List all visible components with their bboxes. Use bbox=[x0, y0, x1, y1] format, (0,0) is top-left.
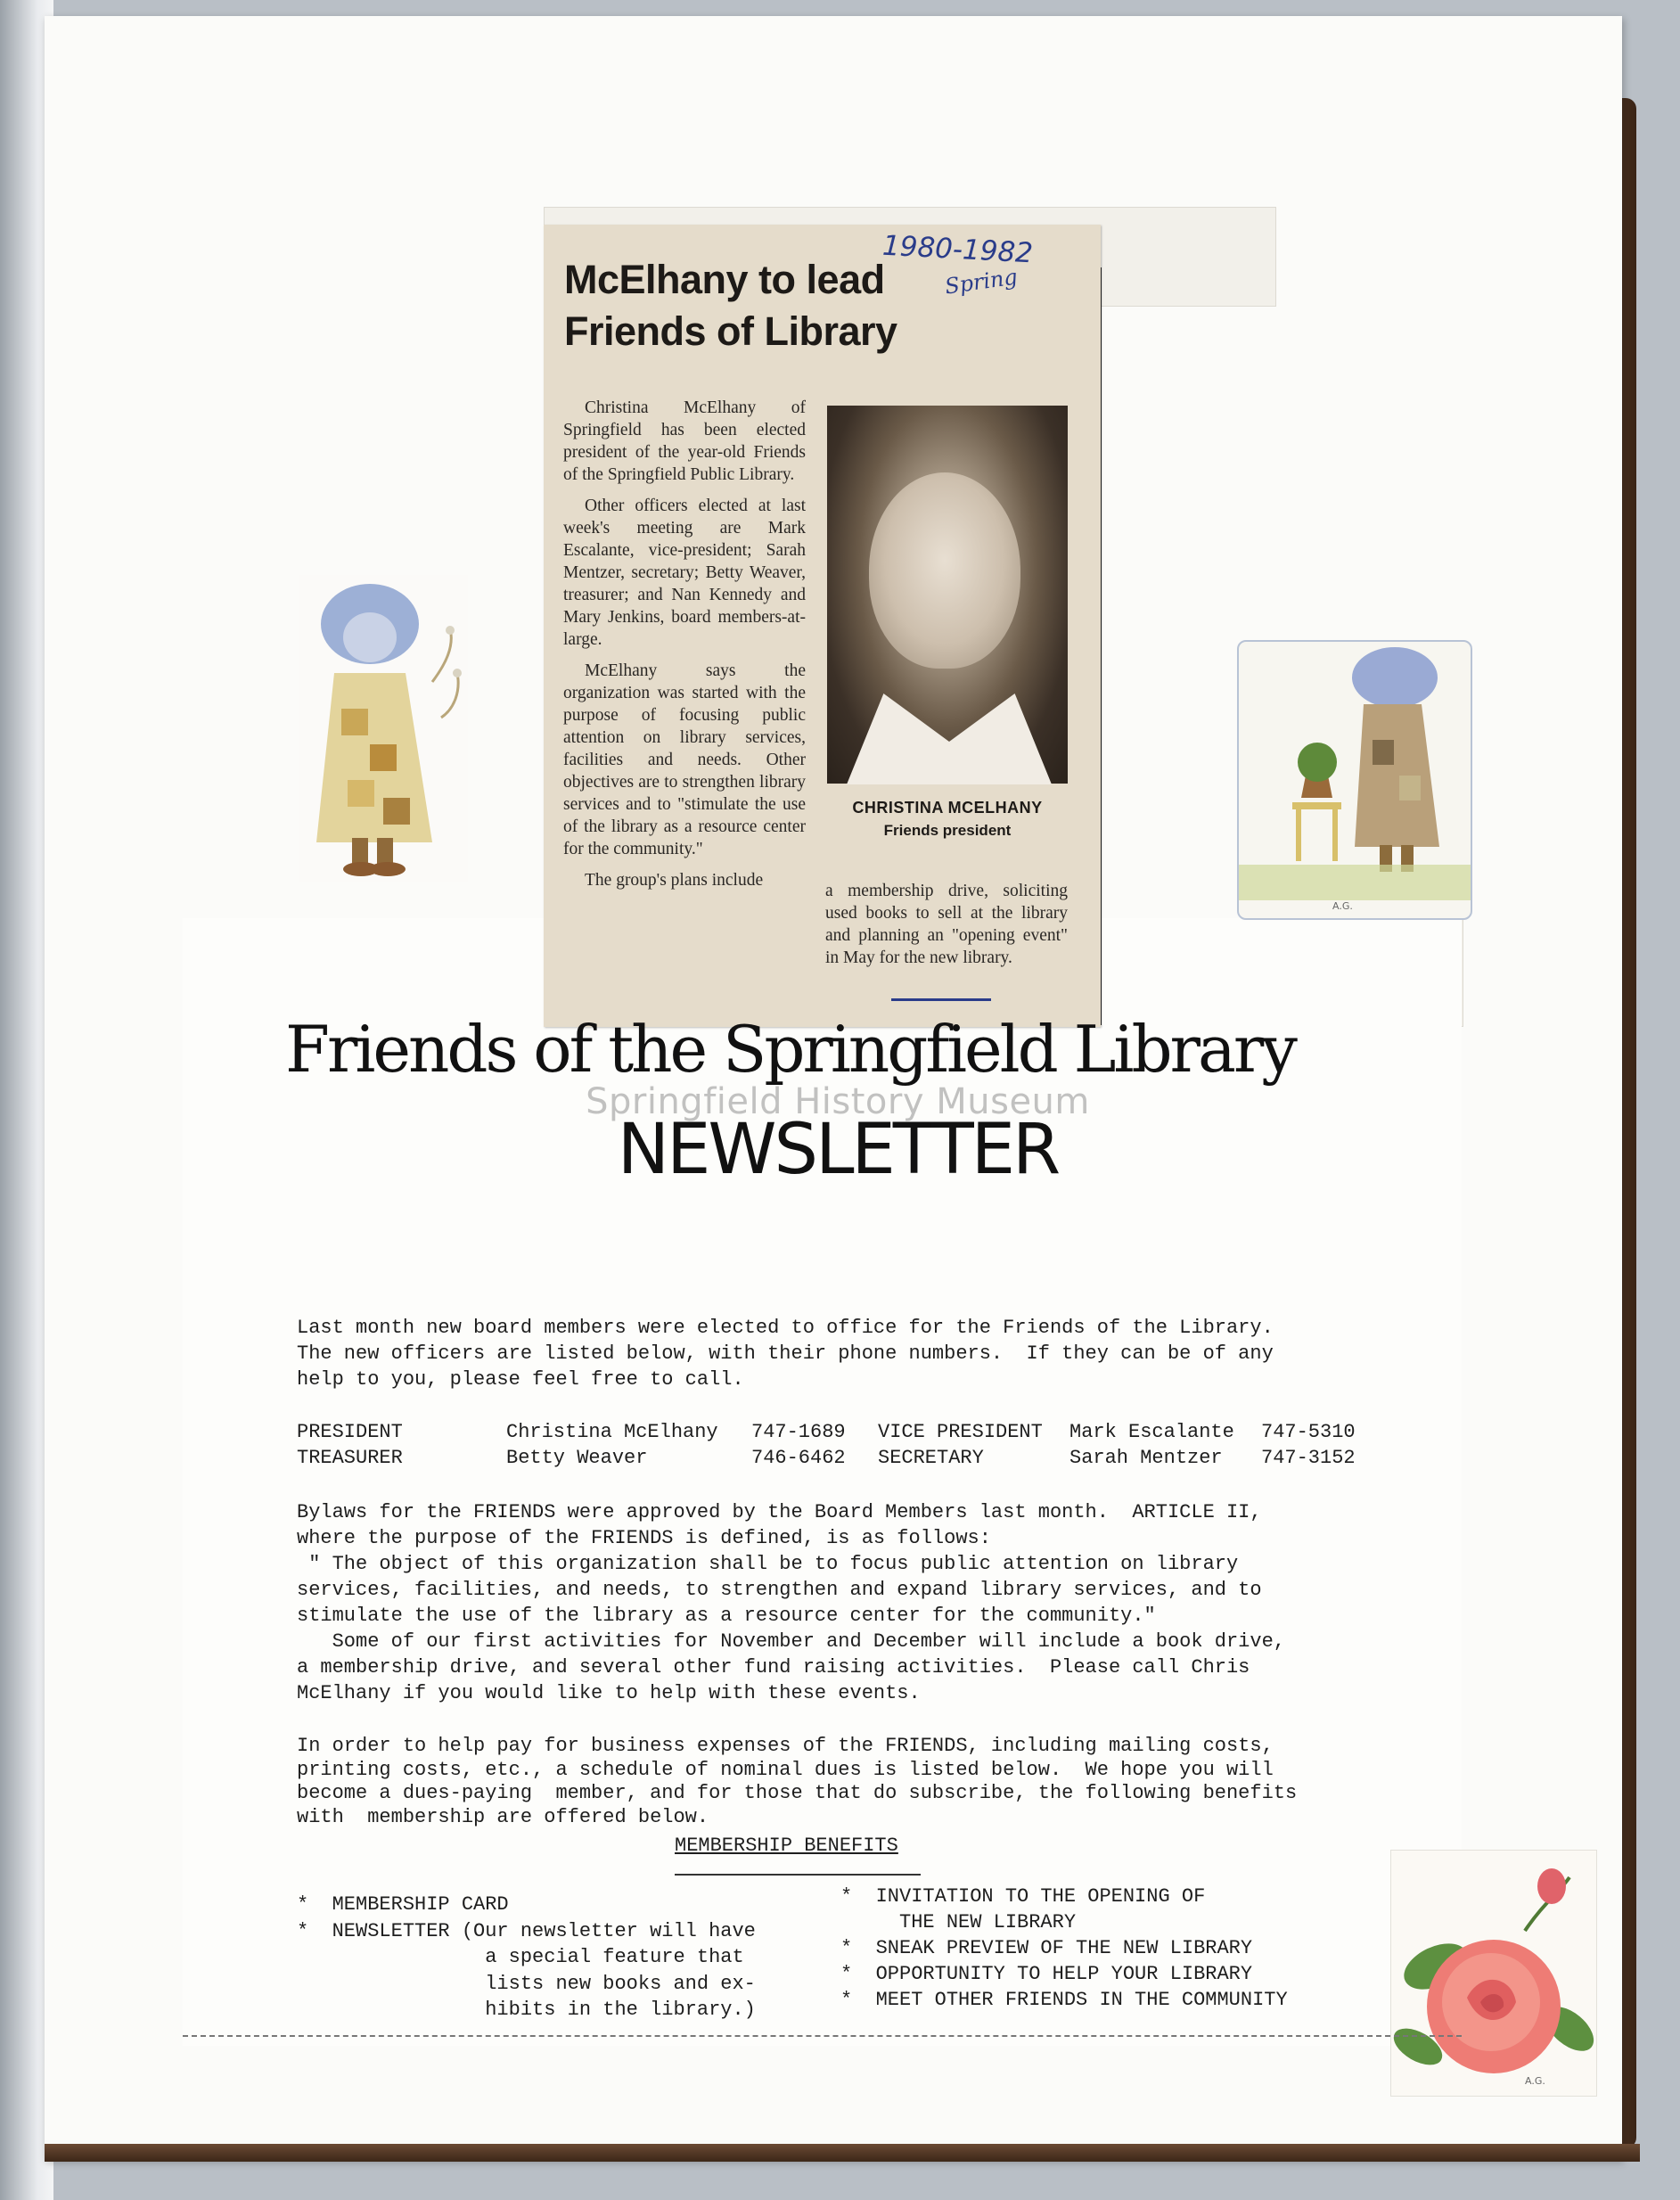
clipping-paragraph: The group's plans include bbox=[585, 871, 764, 890]
officer-row bbox=[297, 1419, 1356, 1445]
photo-caption-name: CHRISTINA MCELHANY bbox=[852, 799, 1043, 817]
officer-phone: 747-1689 bbox=[751, 1421, 846, 1443]
watermark: Springfield History Museum bbox=[586, 1081, 1090, 1122]
benefits-list-right: * INVITATION TO THE OPENING OF THE NEW LIBRARY * SNEAK PREVIEW OF THE NEW LIBRARY * OPPORTUNITY TO HELP YOUR LIBRARY * MEET OTHER FRIENDS IN THE COMMUNITY bbox=[840, 1885, 1288, 2011]
clipping-headline bbox=[564, 254, 938, 357]
membership-benefits-heading: MEMBERSHIP BENEFITS bbox=[675, 1835, 898, 1857]
newsletter-intro: Last month new board members were elected to office for the Friends of the Library. The new officers are listed below, with their phone numbers. If they can be of any help to you, please feel free to call. bbox=[297, 1317, 1274, 1391]
newsletter-title: Friends of the Springfield Library bbox=[285, 1012, 1295, 1087]
officer-role: SECRETARY bbox=[878, 1447, 984, 1469]
photo-face bbox=[869, 472, 1020, 669]
clipping-paragraph: a membership drive, soliciting used books to sell at the library and planning an "opening event" in May for the new library. bbox=[825, 882, 1068, 967]
officer-phone: 747-3152 bbox=[1261, 1447, 1356, 1469]
pen-underline bbox=[891, 998, 991, 1001]
cut-line bbox=[183, 2035, 1462, 2037]
heading-rule bbox=[675, 1874, 921, 1876]
clipping-paragraph: Christina McElhany of Springfield has been elected president of the year-old Friends of the Springfield Public Library. bbox=[563, 398, 806, 484]
newsletter-subtitle: NEWSLETTER bbox=[617, 1110, 1059, 1190]
rose-icon bbox=[1391, 1851, 1596, 2096]
benefits-list-left: * MEMBERSHIP CARD * NEWSLETTER (Our newsletter will have a special feature that lists new books and ex- hibits in the library.) bbox=[297, 1893, 756, 2021]
book-cover-bottom bbox=[45, 2144, 1640, 2162]
newsletter-bylaws: Bylaws for the FRIENDS were approved by the Board Members last month. ARTICLE II, where the purpose of the FRIENDS is defined, is as follows: " The object of this organization shall be to focus public attention on library services, facilities, and needs, to strengthen and expand library services, and to stimulate the use of the library as a resource center for the community." Some of our first activities for November and December will include a book drive, a membership drive, and several other fund raising activities. Please call Chris McElhany if you would like to help with these events. bbox=[297, 1501, 1285, 1704]
officer-role: TREASURER bbox=[297, 1447, 403, 1469]
clipping-left-column bbox=[563, 397, 806, 900]
clipping-right-column bbox=[825, 880, 1068, 969]
officer-name: Mark Escalante bbox=[1069, 1421, 1234, 1443]
clipping-paragraph: Other officers elected at last week's meeting are Mark Escalante, vice-president; Sarah Mentzer, secretary; Betty Weaver, treasurer; and Nan Kennedy and Mary Jenkins, board members-at-large. bbox=[563, 497, 806, 649]
sticker-signature: A.G. bbox=[1525, 2075, 1545, 2087]
newsletter-dues: In order to help pay for business expenses of the FRIENDS, including mailing costs, printing costs, etc., a schedule of nominal dues is listed below. We hope you will become a dues-paying member, and for those that do subscribe, the following benefits with membership are offered below. bbox=[297, 1735, 1298, 1828]
gardening-girl-icon bbox=[1239, 642, 1471, 918]
officer-role: PRESIDENT bbox=[297, 1421, 403, 1443]
officer-name: Betty Weaver bbox=[506, 1447, 648, 1469]
officer-name: Christina McElhany bbox=[506, 1421, 718, 1443]
sticker-signature: A.G. bbox=[1332, 900, 1353, 912]
officer-row bbox=[297, 1445, 1356, 1471]
handwritten-season: Spring bbox=[943, 264, 1020, 300]
officer-phone: 747-5310 bbox=[1261, 1421, 1356, 1443]
handwritten-years: 1980-1982 bbox=[881, 229, 1034, 270]
officer-phone: 746-6462 bbox=[751, 1447, 846, 1469]
bonnet-girl-sticker-right bbox=[1237, 640, 1472, 920]
headline-line-2: Friends of Library bbox=[564, 308, 897, 354]
officer-table bbox=[297, 1419, 1356, 1471]
photo-caption-title: Friends president bbox=[883, 822, 1012, 839]
clipping-paragraph: McElhany says the organization was started with the purpose of focusing public attention on library services, facilities and needs. Other objectives are to strengthen library services and to "stimulate the use of the library as a resource center for the community." bbox=[563, 661, 806, 858]
officer-role: VICE PRESIDENT bbox=[878, 1421, 1043, 1443]
officer-name: Sarah Mentzer bbox=[1069, 1447, 1223, 1469]
bonnet-girl-sticker-left bbox=[299, 575, 468, 882]
rose-sticker bbox=[1390, 1850, 1597, 2097]
headline-line-1: McElhany to lead bbox=[564, 257, 885, 302]
